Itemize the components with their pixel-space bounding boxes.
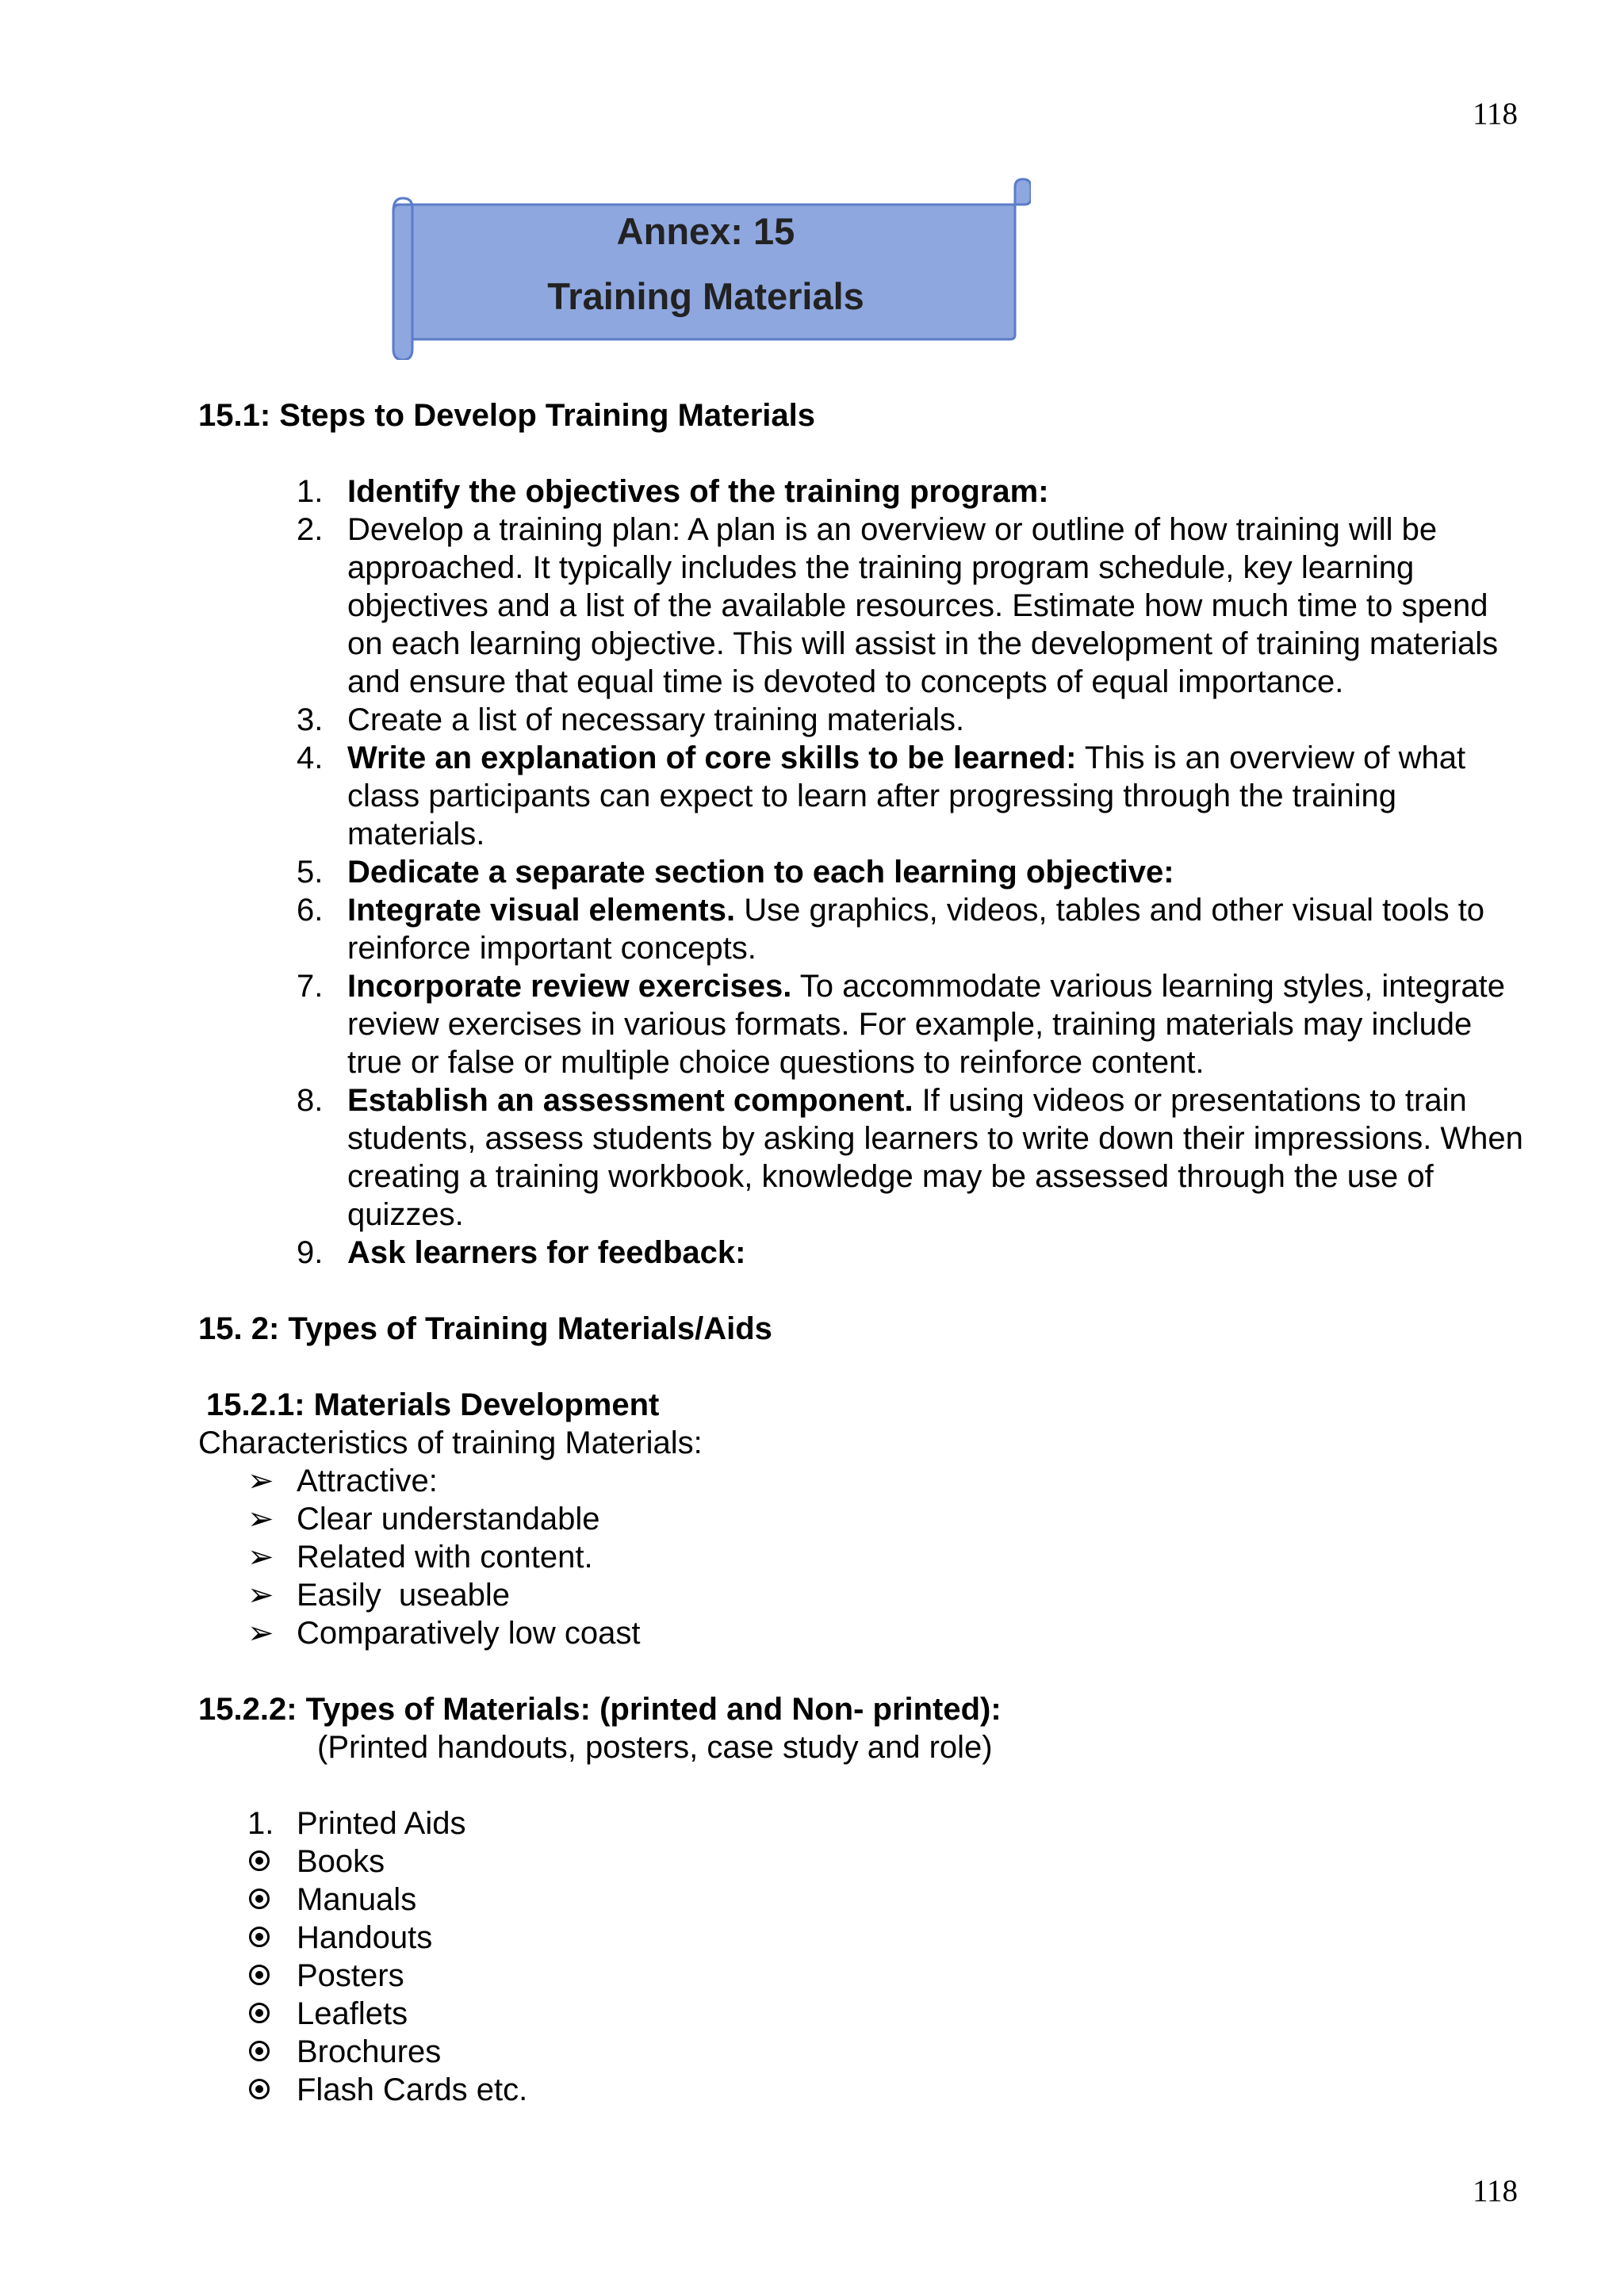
section-heading-15-2: 15. 2: Types of Training Materials/Aids — [198, 1311, 772, 1346]
step-text: Use graphics, videos, tables and other visual tools to reinforce important concepts. — [347, 893, 1494, 966]
section-heading-15-1: 15.1: Steps to Develop Training Materials — [198, 398, 816, 433]
list-item-text: Manuals — [297, 1882, 417, 1917]
radio-bullet-icon — [249, 1965, 270, 1985]
list-title-printed-aids — [198, 1804, 1530, 1843]
list-item-text: Attractive: — [297, 1464, 438, 1498]
characteristics-intro: Characteristics of training Materials: — [198, 1425, 703, 1460]
list-item-text: Clear understandable — [297, 1502, 600, 1536]
list-title-text: Printed Aids — [297, 1806, 466, 1841]
step-bold-text: Incorporate review exercises. — [347, 969, 792, 1004]
step-number: 6. — [297, 893, 324, 928]
arrow-bullet-icon: ➢ — [247, 1578, 274, 1613]
step-number: 4. — [297, 740, 324, 775]
radio-bullet-icon — [249, 1888, 270, 1909]
step-bold-text: Write an explanation of core skills to be learned: — [347, 740, 1077, 775]
printed-aids-list — [198, 1804, 1530, 1843]
step-item — [198, 891, 1530, 967]
list-item — [198, 1576, 1530, 1614]
steps-list — [198, 473, 1533, 1272]
step-number: 7. — [297, 969, 324, 1004]
list-item — [198, 1881, 1530, 1919]
document-body — [198, 396, 1533, 2109]
step-bold-text: Ask learners for feedback: — [347, 1235, 746, 1270]
arrow-bullet-icon: ➢ — [247, 1502, 274, 1536]
list-item-text: Related with content. — [297, 1540, 593, 1575]
list-number: 1. — [247, 1806, 274, 1841]
list-item-text: Brochures — [297, 2034, 442, 2069]
annex-banner — [381, 176, 1031, 360]
step-item — [198, 701, 1530, 739]
step-number: 9. — [297, 1235, 324, 1270]
list-item-text: Posters — [297, 1958, 404, 1993]
step-number: 8. — [297, 1083, 324, 1118]
list-item-text: Easily useable — [297, 1578, 511, 1613]
step-text: Develop a training plan: A plan is an overview or outline of how training will be approached. It typically includes the training program schedule, key learning objectives and a list of the available resources. Estimate how much time to spend on each learning objective. This will assist in the development of training materials and ensure that equal time is devoted to concepts of equal importance. — [347, 512, 1507, 699]
list-item-text: Handouts — [297, 1920, 433, 1955]
list-item-text: Flash Cards etc. — [297, 2072, 528, 2107]
step-text: To accommodate various learning styles, integrate review exercises in various formats. For example, training materials may include true or false or multiple choice questions to reinforce content. — [347, 969, 1515, 1080]
page-number-bottom: 118 — [1472, 2174, 1518, 2208]
list-item — [198, 2071, 1530, 2109]
list-item — [198, 1919, 1530, 1957]
list-item — [198, 2033, 1530, 2071]
step-item — [198, 853, 1530, 891]
step-item — [198, 473, 1530, 511]
page-number-top: 118 — [1472, 97, 1518, 131]
step-text: If using videos or presentations to train students, assess students by asking learners to write down their impressions. When creating a training workbook, knowledge may be assessed through the use of quizzes. — [347, 1083, 1533, 1232]
arrow-bullet-icon: ➢ — [247, 1464, 274, 1498]
step-text: This is an overview of what class participants can expect to learn after progressing through the training materials. — [347, 740, 1475, 851]
list-item — [198, 1500, 1530, 1538]
characteristics-list — [198, 1462, 1530, 1652]
step-item — [198, 511, 1530, 701]
subsection-heading-15-2-2: 15.2.2: Types of Materials: (printed and Non- printed): — [198, 1692, 1002, 1727]
arrow-bullet-icon: ➢ — [247, 1616, 274, 1651]
scroll-banner-shape — [381, 176, 1031, 360]
radio-bullet-icon — [249, 2079, 270, 2099]
list-item — [198, 1995, 1530, 2033]
list-item — [198, 1614, 1530, 1652]
radio-bullet-icon — [249, 1927, 270, 1947]
step-item — [198, 1081, 1533, 1234]
subsection-heading-15-2-1: 15.2.1: Materials Development — [206, 1387, 660, 1422]
list-item — [198, 1538, 1530, 1576]
step-item — [198, 1234, 1530, 1272]
annex-number: Annex: 15 — [616, 210, 795, 252]
radio-bullet-icon — [249, 2003, 270, 2023]
list-item — [198, 1462, 1530, 1500]
annex-title: Training Materials — [547, 275, 864, 317]
step-bold-text: Dedicate a separate section to each learning objective: — [347, 855, 1174, 890]
step-bold-text: Integrate visual elements. — [347, 893, 736, 928]
step-bold-text: Identify the objectives of the training program: — [347, 474, 1049, 509]
step-item — [198, 739, 1530, 853]
materials-note: (Printed handouts, posters, case study and role) — [317, 1730, 993, 1765]
radio-bullet-icon — [249, 2041, 270, 2061]
printed-aids-items — [198, 1843, 1530, 2109]
radio-bullet-icon — [249, 1850, 270, 1871]
list-item-text: Books — [297, 1844, 385, 1879]
step-number: 3. — [297, 702, 324, 737]
list-item-text: Leaflets — [297, 1996, 408, 2031]
arrow-bullet-icon: ➢ — [247, 1540, 274, 1575]
step-item — [198, 967, 1530, 1081]
list-item-text: Comparatively low coast — [297, 1616, 641, 1651]
list-item — [198, 1957, 1530, 1995]
step-number: 2. — [297, 512, 324, 547]
list-item — [198, 1843, 1530, 1881]
step-text: Create a list of necessary training materials. — [347, 702, 965, 737]
step-number: 5. — [297, 855, 324, 890]
step-bold-text: Establish an assessment component. — [347, 1083, 914, 1118]
step-number: 1. — [297, 474, 324, 509]
